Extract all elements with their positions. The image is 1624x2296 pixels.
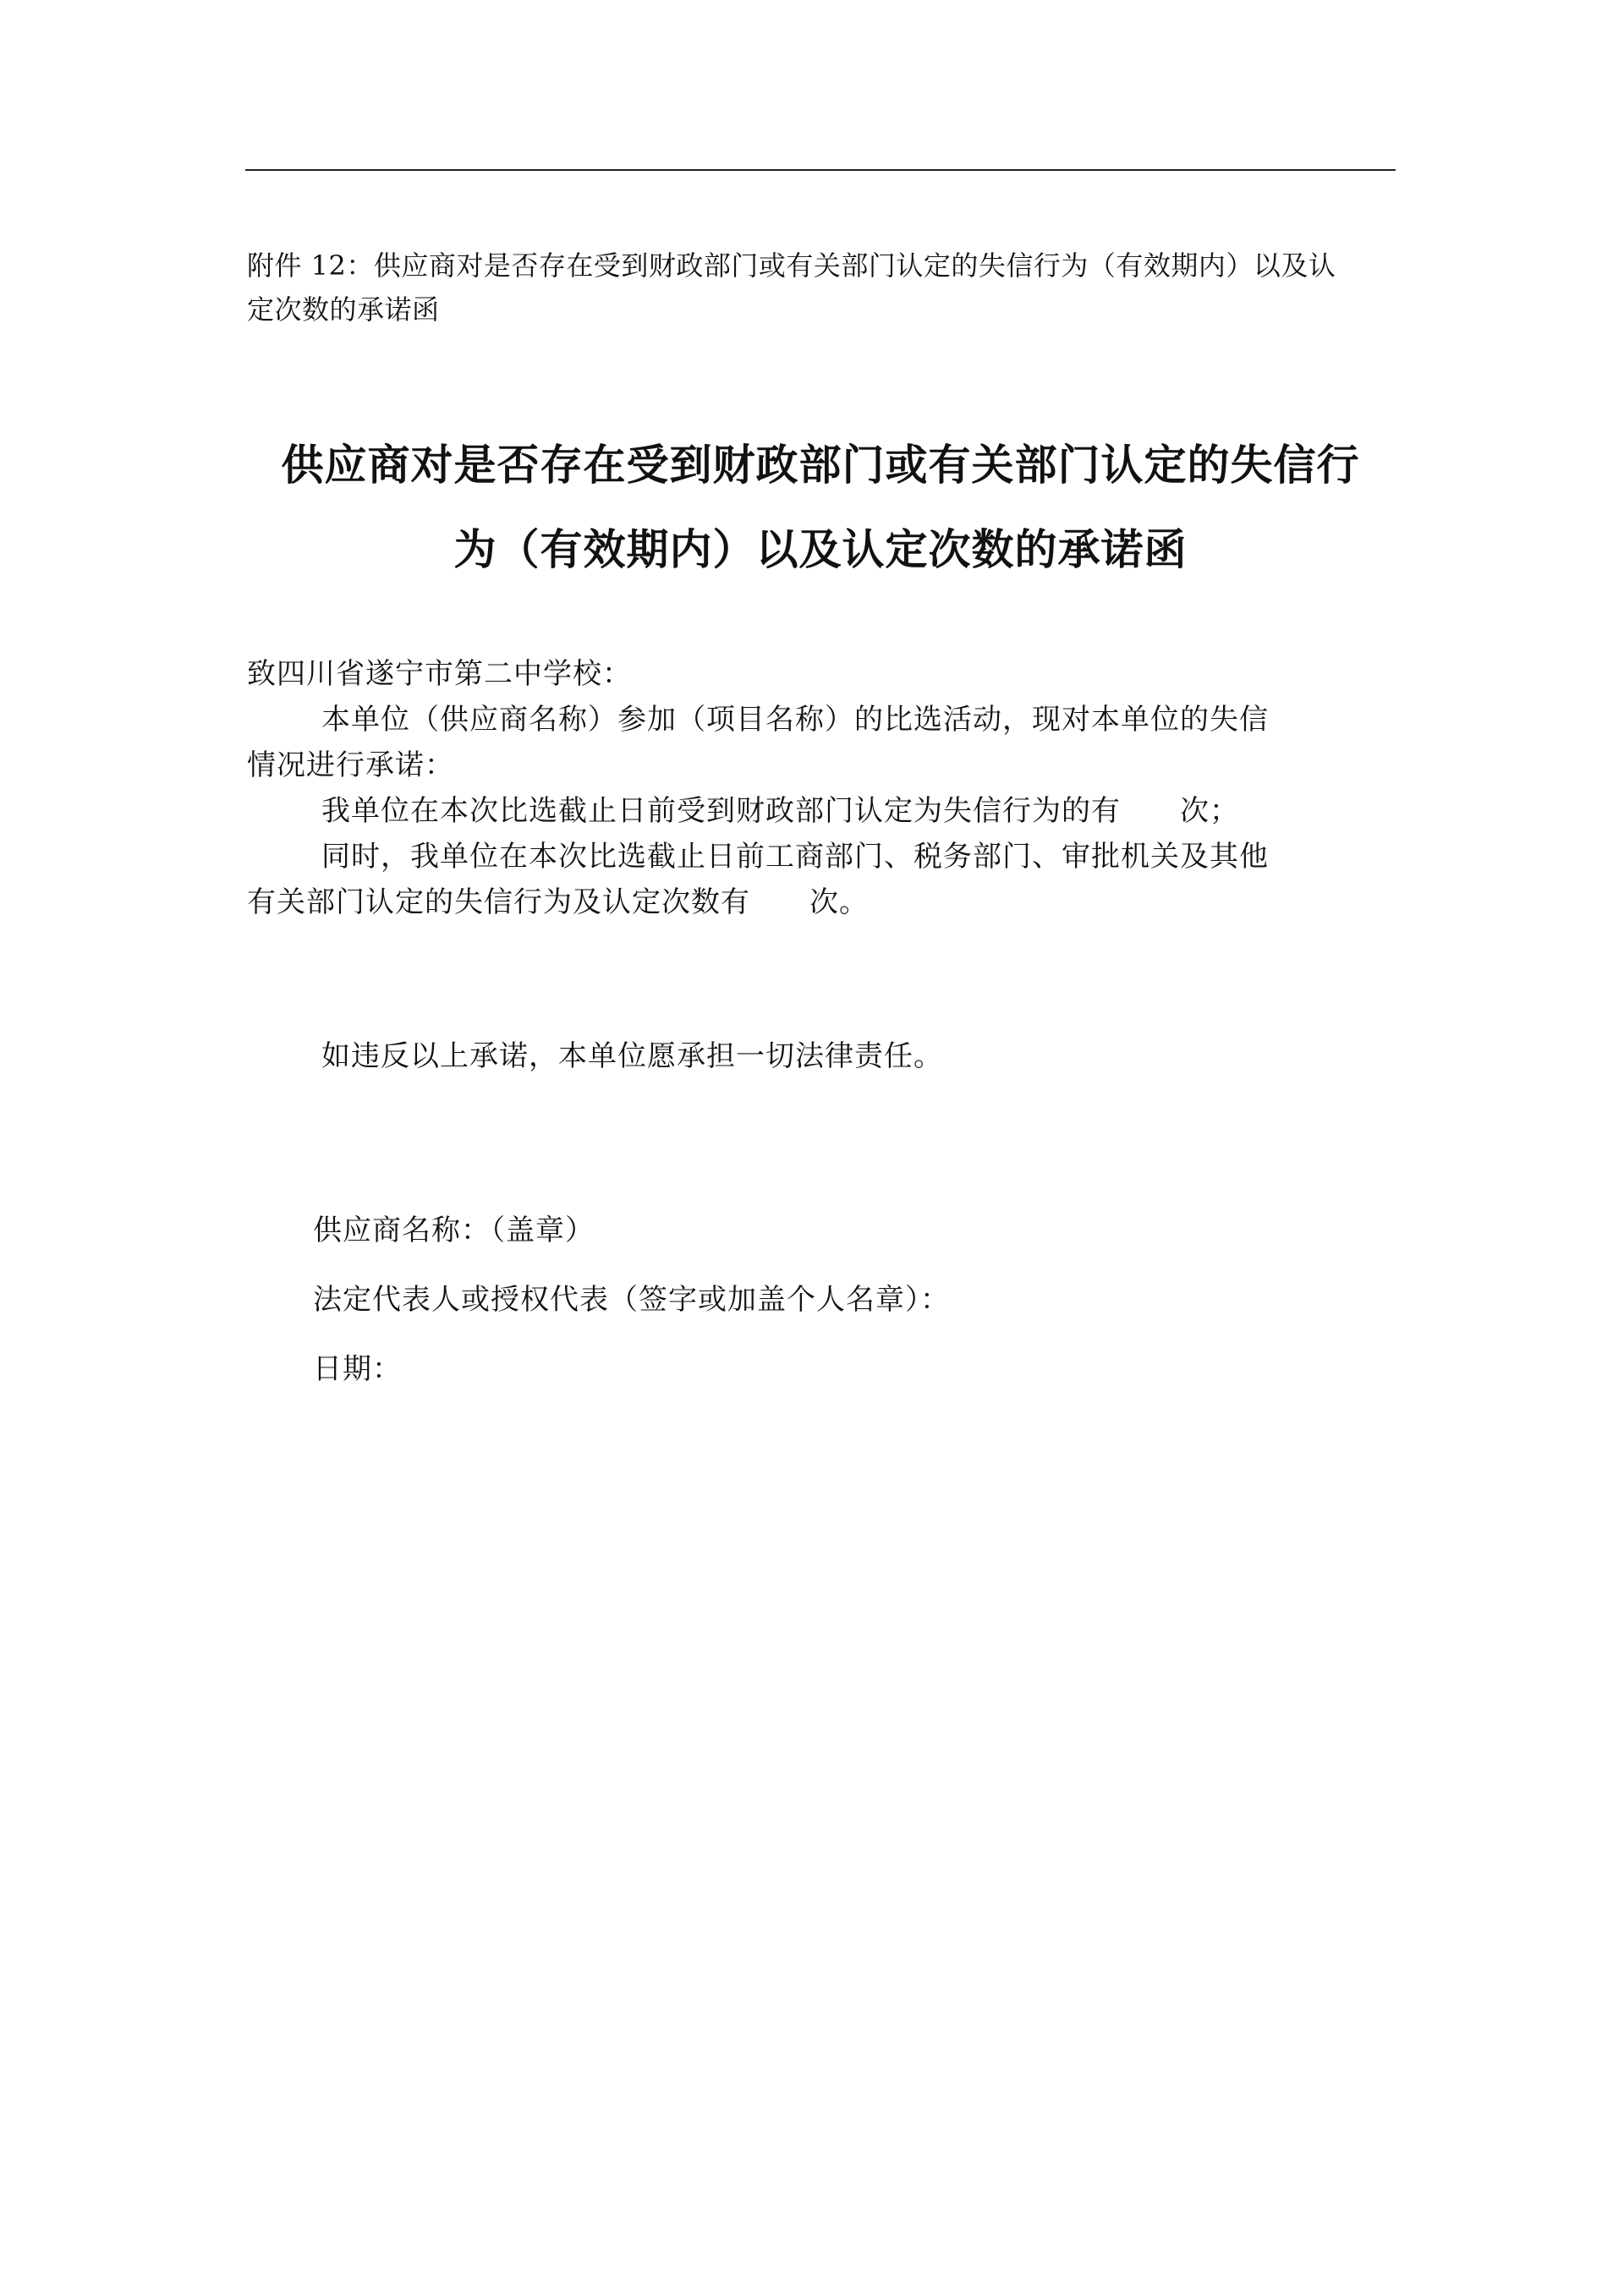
representative-line: 法定代表人或授权代表（签字或加盖个人名章）： <box>313 1283 950 1317</box>
supplier-name-line: 供应商名称：（盖章） <box>313 1214 595 1247</box>
date-line: 日期： <box>313 1352 402 1386</box>
paragraph-1-line-2: 情况进行承诺： <box>247 748 454 782</box>
document-title-line-2: 为（有效期内）以及认定次数的承诺函 <box>453 525 1188 574</box>
paragraph-2 <box>247 788 1394 834</box>
document-title <box>245 423 1396 592</box>
paragraph-2-suffix: 次； <box>1180 794 1239 828</box>
attachment-note-line-2: 定次数的承诺函 <box>247 293 440 326</box>
letter-body <box>247 651 1394 925</box>
paragraph-4: 如违反以上承诺，本单位愿承担一切法律责任。 <box>321 1039 943 1073</box>
paragraph-3-line-2 <box>247 879 1394 925</box>
paragraph-2-text: 我单位在本次比选截止日前受到财政部门认定为失信行为的有 <box>321 794 1121 828</box>
document-title-line-1: 供应商对是否存在受到财政部门或有关部门认定的失信行 <box>281 441 1360 490</box>
paragraph-1-line-1: 本单位（供应商名称）参加（项目名称）的比选活动，现对本单位的失信 <box>321 703 1269 737</box>
paragraph-3-suffix: 次。 <box>809 885 869 919</box>
paragraph-3-text: 有关部门认定的失信行为及认定次数有 <box>247 885 750 919</box>
header-rule <box>245 169 1396 171</box>
attachment-note <box>247 244 1397 332</box>
paragraph-3-line-1: 同时，我单位在本次比选截止日前工商部门、税务部门、审批机关及其他 <box>321 840 1269 874</box>
attachment-note-line-1: 附件 12：供应商对是否存在受到财政部门或有关部门认定的失信行为（有效期内）以及认 <box>247 249 1336 282</box>
addressee: 致四川省遂宁市第二中学校： <box>247 657 632 691</box>
signature-block <box>313 1208 1328 1392</box>
closing-paragraph <box>247 1033 1394 1079</box>
